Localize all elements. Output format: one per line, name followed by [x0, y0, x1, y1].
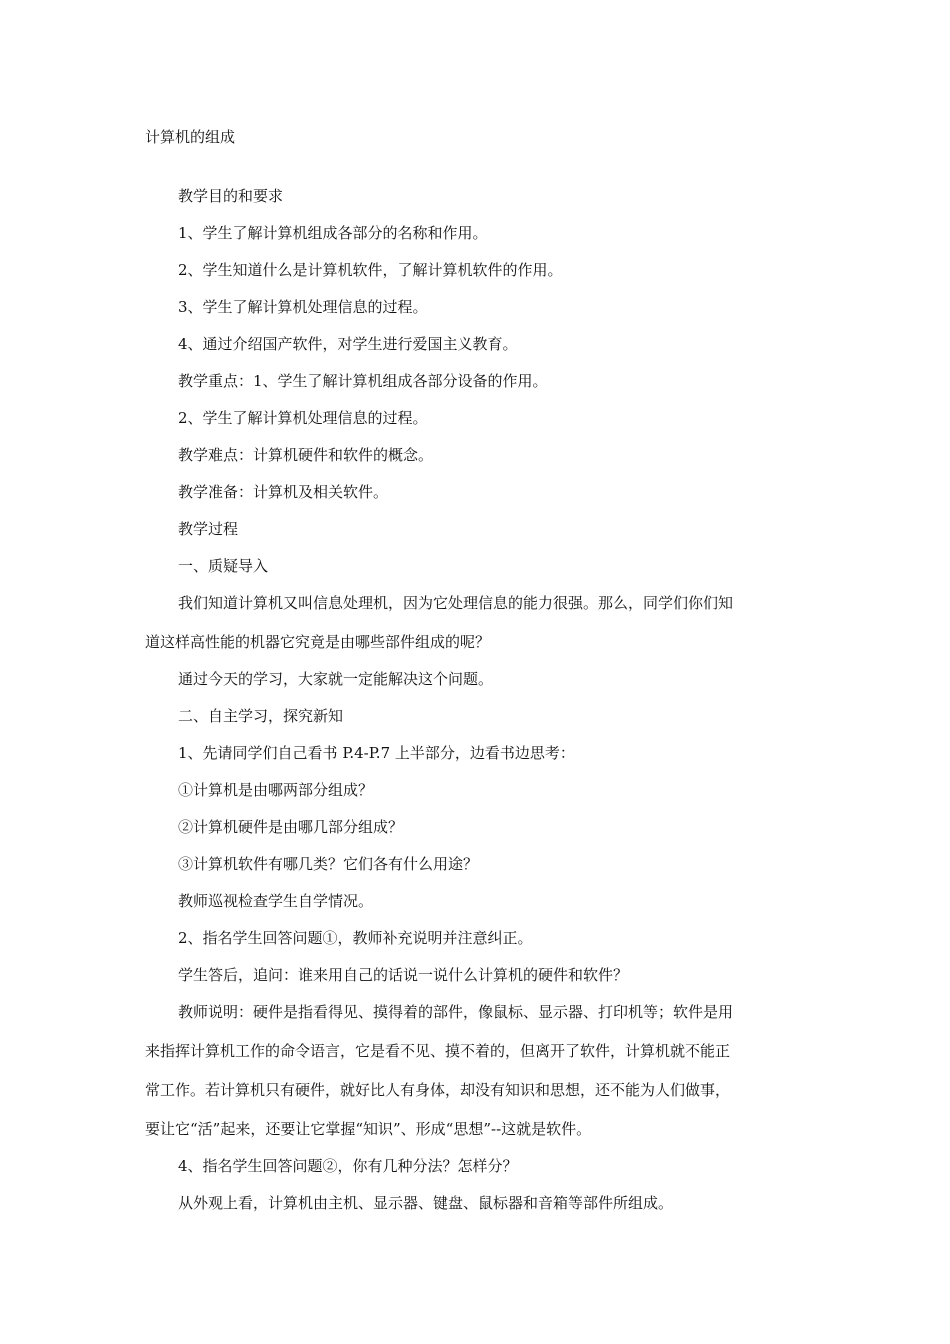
- paragraph: 从外观上看，计算机由主机、显示器、键盘、鼠标器和音箱等部件所组成。: [178, 1194, 674, 1212]
- paragraph: 教学重点：1、学生了解计算机组成各部分设备的作用。: [178, 372, 548, 390]
- section-heading-process: 教学过程: [178, 520, 239, 538]
- section-heading: 一、质疑导入: [178, 557, 269, 575]
- document-title: 计算机的组成: [145, 128, 236, 146]
- paragraph: 教学难点：计算机硬件和软件的概念。: [178, 446, 434, 464]
- paragraph-continuation: 道这样高性能的机器它究竟是由哪些部件组成的呢？: [145, 633, 491, 651]
- paragraph: 通过今天的学习，大家就一定能解决这个问题。: [178, 670, 494, 688]
- paragraph: 4、指名学生回答问题②，你有几种分法？怎样分？: [178, 1157, 518, 1175]
- question-item: ①计算机是由哪两部分组成？: [178, 781, 374, 799]
- paragraph: 教师巡视检查学生自学情况。: [178, 892, 374, 910]
- question-item: ③计算机软件有哪几类？它们各有什么用途？: [178, 855, 479, 873]
- paragraph: 教学准备：计算机及相关软件。: [178, 483, 389, 501]
- paragraph: 教师说明：硬件是指看得见、摸得着的部件，像鼠标、显示器、打印机等；软件是用: [178, 1003, 734, 1021]
- paragraph-continuation: 常工作。若计算机只有硬件，就好比人有身体，却没有知识和思想，还不能为人们做事，: [145, 1081, 731, 1099]
- paragraph: 1、先请同学们自己看书 P.4-P.7 上半部分，边看书边思考：: [178, 744, 575, 762]
- paragraph: 学生答后，追问：谁来用自己的话说一说什么计算机的硬件和软件？: [178, 966, 629, 984]
- paragraph: 2、学生了解计算机处理信息的过程。: [178, 409, 428, 427]
- section-heading-objectives: 教学目的和要求: [178, 187, 284, 205]
- paragraph: 2、指名学生回答问题①，教师补充说明并注意纠正。: [178, 929, 533, 947]
- paragraph: 1、学生了解计算机组成各部分的名称和作用。: [178, 224, 488, 242]
- paragraph: 3、学生了解计算机处理信息的过程。: [178, 298, 428, 316]
- paragraph-continuation: 来指挥计算机工作的命令语言，它是看不见、摸不着的，但离开了软件，计算机就不能正: [145, 1042, 731, 1060]
- document-body: [145, 186, 810, 1230]
- paragraph: 2、学生知道什么是计算机软件，了解计算机软件的作用。: [178, 261, 563, 279]
- paragraph: 我们知道计算机又叫信息处理机，因为它处理信息的能力很强。那么，同学们你们知: [178, 594, 734, 612]
- paragraph: 4、通过介绍国产软件，对学生进行爱国主义教育。: [178, 335, 518, 353]
- paragraph-continuation: 要让它“活”起来，还要让它掌握“知识”、形成“思想”--这就是软件。: [145, 1120, 592, 1138]
- section-heading: 二、自主学习，探究新知: [178, 707, 344, 725]
- question-item: ②计算机硬件是由哪几部分组成？: [178, 818, 404, 836]
